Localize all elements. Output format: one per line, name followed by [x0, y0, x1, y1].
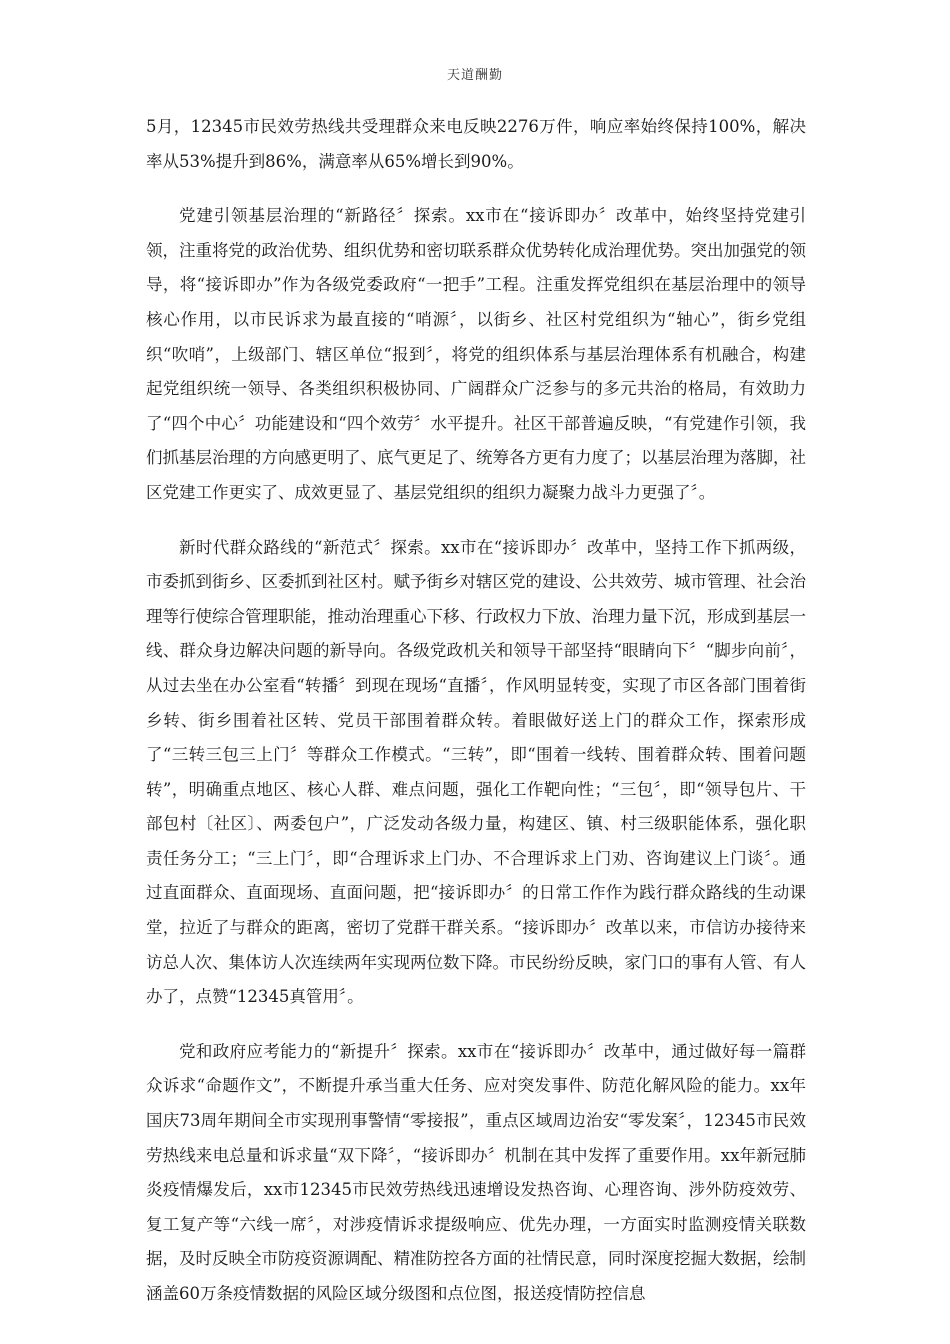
paragraph-1: 5月，12345市民效劳热线共受理群众来电反映2276万件，响应率始终保持100%，解决率从53%提升到86%，满意率从65%增长到90%。	[146, 117, 806, 171]
paragraph-4: 党和政府应考能力的“新提升〞探索。xx市在“接诉即办〞改革中，通过做好每一篇群众诉求“命题作文”，不断提升承当重大任务、应对突发事件、防范化解风险的能力。xx年国庆73周年期间全市实现刑事警情“零接报”，重点区域周边治安“零发案〞，12345市民效劳热线来电总量和诉求量“双下降〞，“接诉即办〞机制在其中发挥了重要作用。xx年新冠肺炎疫情爆发后，xx市12345市民效劳热线迅速增设发热咨询、心理咨询、涉外防疫效劳、复工复产等“六线一席〞，对涉疫情诉求提级响应、优先办理，一方面实时监测疫情关联数据，及时反映全市防疫资源调配、精准防控各方面的社情民意，同时深度挖掘大数据，绘制涵盖60万条疫情数据的风险区域分级图和点位图，报送疫情防控信息	[146, 1041, 806, 1303]
document-body	[146, 110, 806, 1312]
paragraph-2: 党建引领基层治理的“新路径〞探索。xx市在“接诉即办〞改革中，始终坚持党建引领，注重将党的政治优势、组织优势和密切联系群众优势转化成治理优势。突出加强党的领导，将“接诉即办”作为各级党委政府“一把手”工程。注重发挥党组织在基层治理中的领导核心作用，以市民诉求为最直接的“哨源〞，以街乡、社区村党组织为“轴心”，街乡党组织“吹哨”，上级部门、辖区单位“报到〞，将党的组织体系与基层治理体系有机融合，构建起党组织统一领导、各类组织积极协同、广阔群众广泛参与的多元共治的格局，有效助力了“四个中心〞功能建设和“四个效劳〞水平提升。社区干部普遍反映，“有党建作引领，我们抓基层治理的方向感更明了、底气更足了、统筹各方更有力度了；以基层治理为落脚，社区党建工作更实了、成效更显了、基层党组织的组织力凝聚力战斗力更强了〞。	[146, 206, 806, 502]
paragraph-3: 新时代群众路线的“新范式〞探索。xx市在“接诉即办〞改革中，坚持工作下抓两级，市委抓到街乡、区委抓到社区村。赋予街乡对辖区党的建设、公共效劳、城市管理、社会治理等行使综合管理职能，推动治理重心下移、行政权力下放、治理力量下沉，形成到基层一线、群众身边解决问题的新导向。各级党政机关和领导干部坚持“眼睛向下〞“脚步向前〞，从过去坐在办公室看“转播〞到现在现场“直播〞，作风明显转变，实现了市区各部门围着街乡转、街乡围着社区转、党员干部围着群众转。着眼做好送上门的群众工作，探索形成了“三转三包三上门〞等群众工作模式。“三转”，即“围着一线转、围着群众转、围着问题转”，明确重点地区、核心人群、难点问题，强化工作靶向性；“三包〞，即“领导包片、干部包村〔社区〕、两委包户”，广泛发动各级力量，构建区、镇、村三级职能体系，强化职责任务分工；“三上门〞，即“合理诉求上门办、不合理诉求上门劝、咨询建议上门谈〞。通过直面群众、直面现场、直面问题，把“接诉即办〞的日常工作作为践行群众路线的生动课堂，拉近了与群众的距离，密切了党群干群关系。“接诉即办〞改革以来，市信访办接待来访总人次、集体访人次连续两年实现两位数下降。市民纷纷反映，家门口的事有人管、有人办了，点赞“12345真管用〞。	[146, 537, 806, 1007]
page-header: 天道酬勤	[446, 68, 503, 83]
